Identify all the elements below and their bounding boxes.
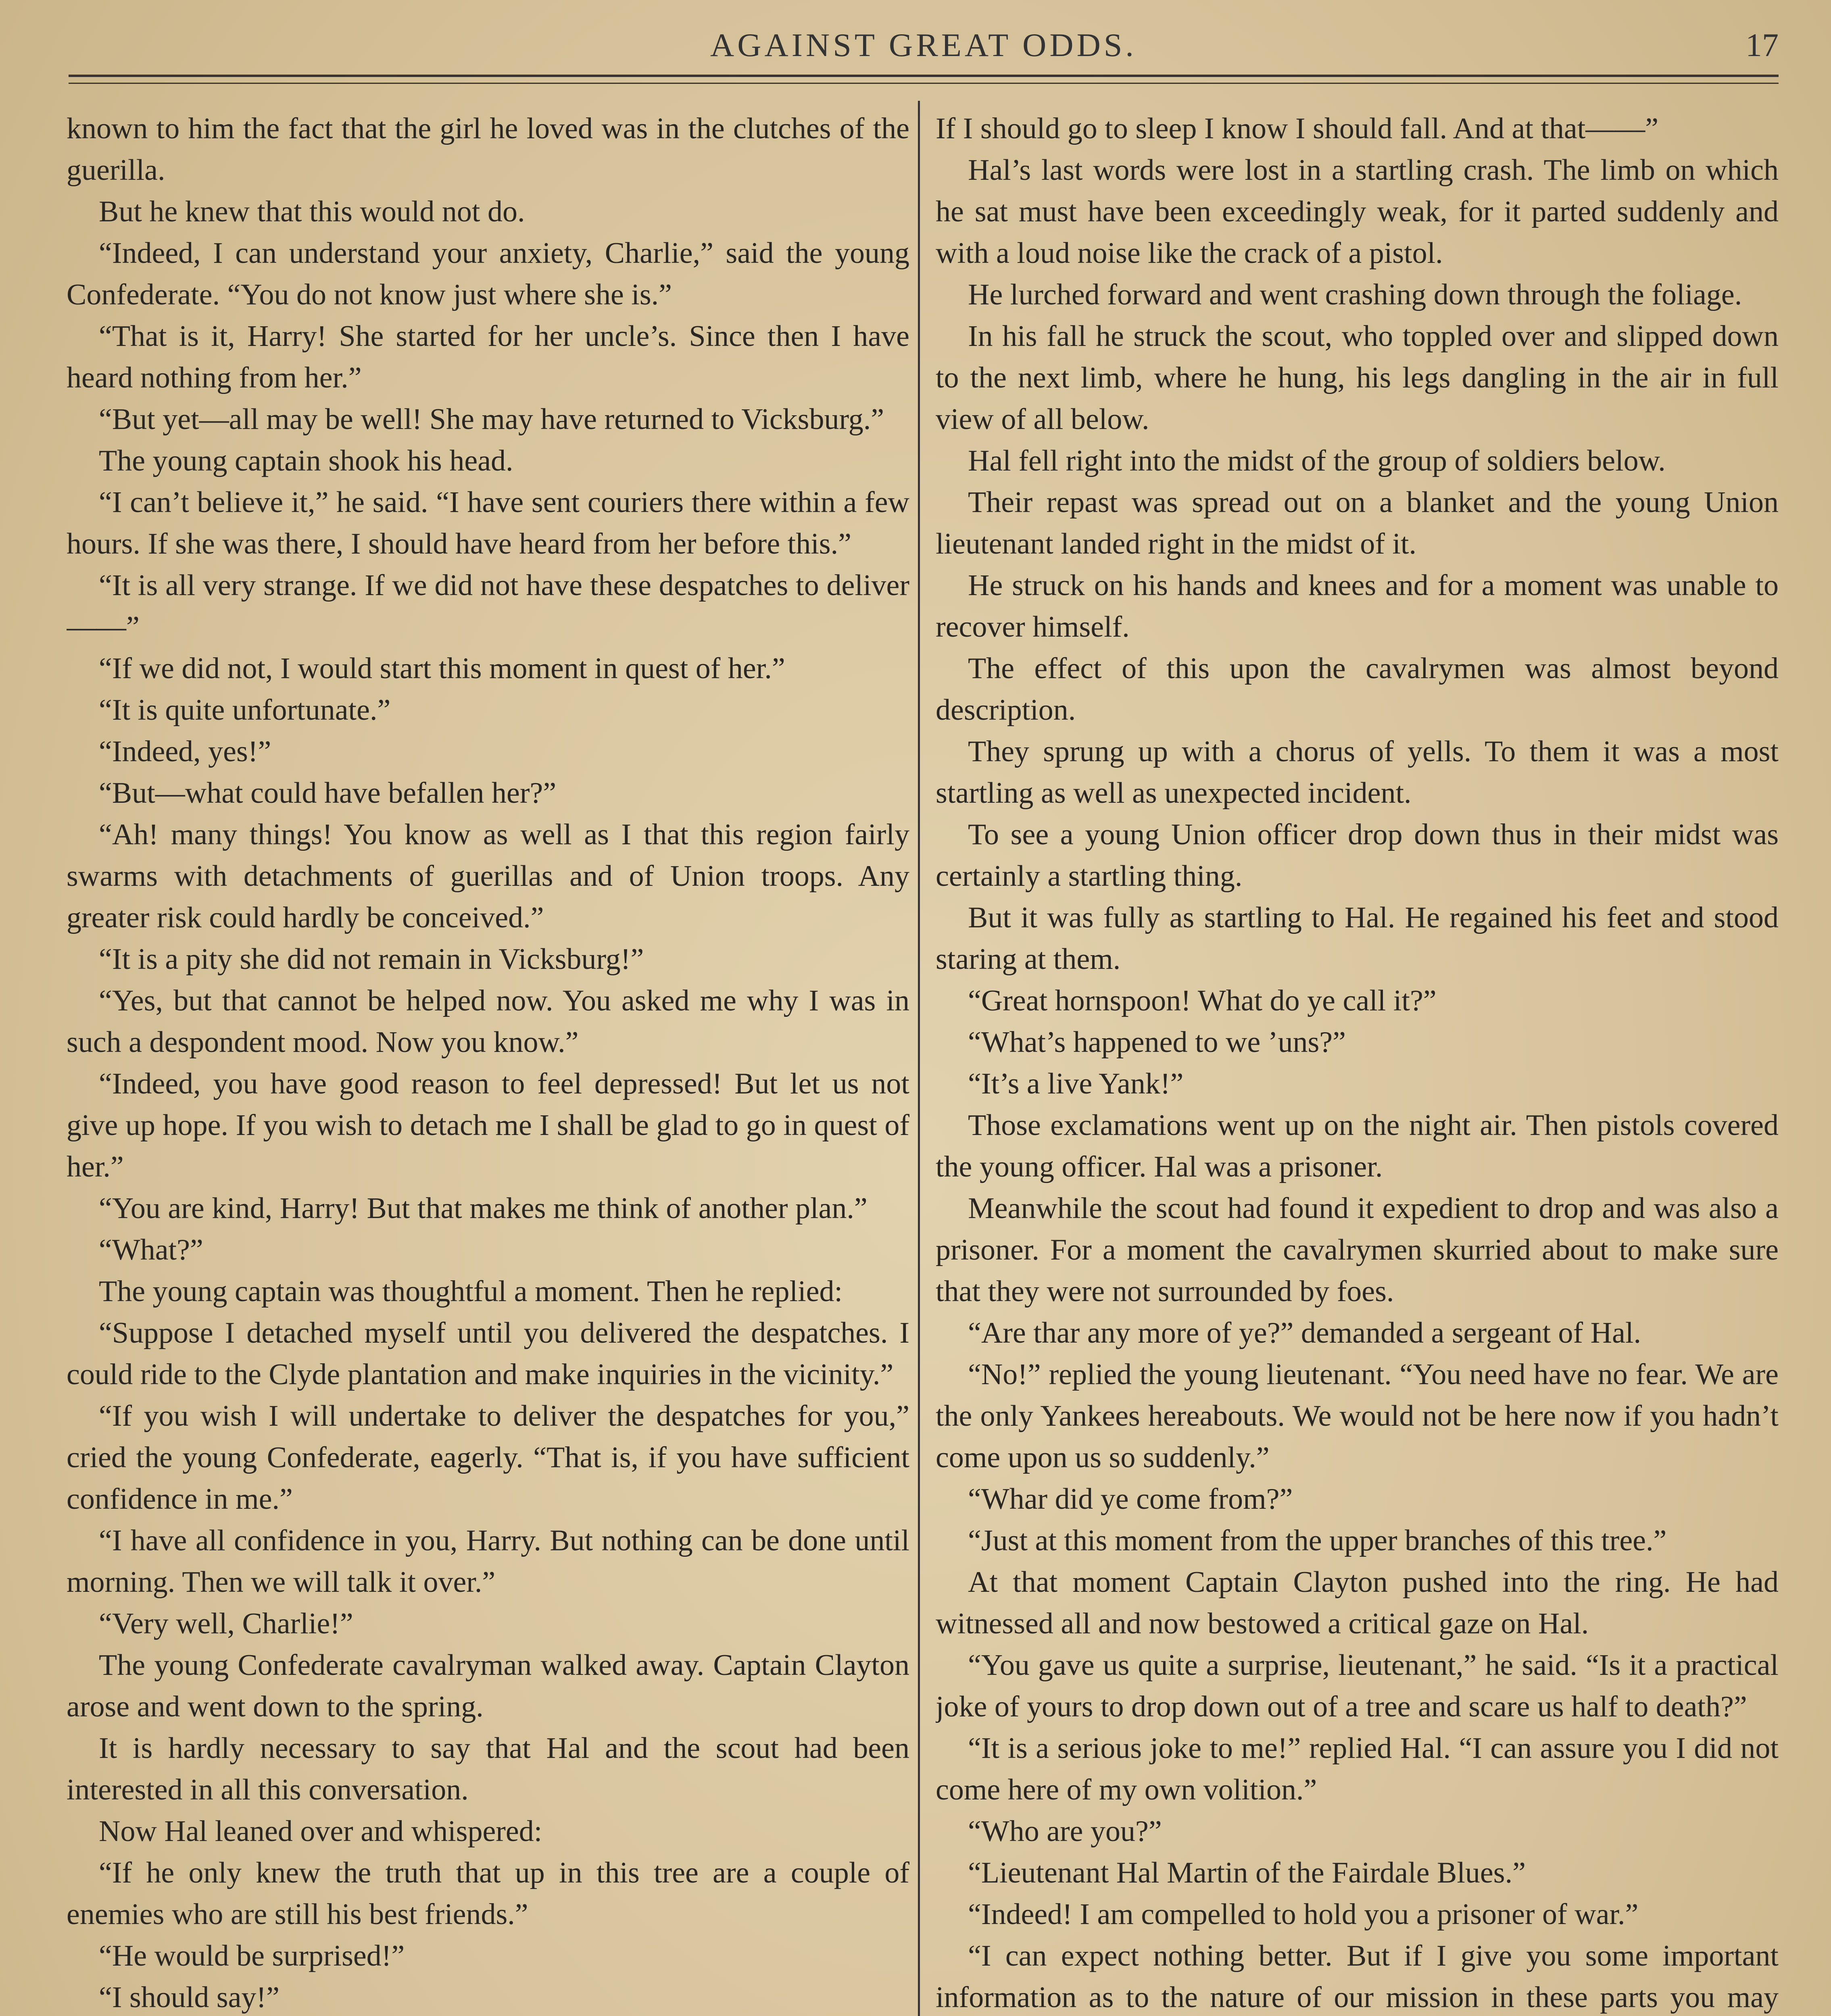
paragraph: “If he only knew the truth that up in this tree are a couple of enemies who are still his best friends.” — [67, 1856, 909, 1931]
paragraph: Those exclamations went up on the night air. Then pistols covered the young officer. Hal was a prisoner. — [936, 1109, 1779, 1183]
paragraph: “Indeed, I can understand your anxiety, Charlie,” said the young Confederate. “You do not know just where she is.” — [67, 237, 909, 311]
paragraph: “Great hornspoon! What do ye call it?” — [968, 984, 1437, 1017]
paragraph: “But—what could have befallen her?” — [99, 777, 557, 810]
paragraph: Meanwhile the scout had found it expedient to drop and was also a prisoner. For a moment the cavalrymen skurried about to make sure that they were not surrounded by foes. — [936, 1192, 1779, 1308]
paragraph: “I can expect nothing better. But if I give you some important information as to the nature of our mission in these parts you may — [936, 1939, 1779, 2014]
paragraph: “Just at this moment from the upper branches of this tree.” — [968, 1524, 1667, 1557]
paragraph: Their repast was spread out on a blanket and the young Union lieutenant landed right in the midst of it. — [936, 486, 1779, 560]
paragraph: “Whar did ye come from?” — [968, 1483, 1293, 1516]
paragraph: Now Hal leaned over and whispered: — [99, 1815, 542, 1848]
paragraph: “You are kind, Harry! But that makes me think of another plan.” — [99, 1192, 868, 1225]
column-divider — [918, 101, 920, 2016]
paragraph: But it was fully as startling to Hal. He regained his feet and stood staring at them. — [936, 901, 1779, 976]
paragraph: “It’s a live Yank!” — [968, 1067, 1184, 1100]
paragraph: “It is all very strange. If we did not have these despatches to deliver——” — [67, 569, 909, 644]
paragraph: “It is a serious joke to me!” replied Hal. “I can assure you I did not come here of my own volition.” — [936, 1732, 1779, 1806]
page-number: 17 — [1745, 27, 1779, 63]
paragraph: “Indeed, you have good reason to feel depressed! But let us not give up hope. If you wish to detach me I shall be glad to go in quest of her.” — [67, 1067, 909, 1183]
paragraph: “I have all confidence in you, Harry. But nothing can be done until morning. Then we will talk it over.” — [67, 1524, 909, 1599]
paragraph: He lurched forward and went crashing down through the foliage. — [968, 278, 1742, 311]
header-rule-thick — [69, 75, 1779, 77]
paragraph: “You gave us quite a surprise, lieutenant,” he said. “Is it a practical joke of yours to drop down out of a tree and scare us half to death?” — [936, 1649, 1779, 1723]
paragraph: “I can’t believe it,” he said. “I have sent couriers there within a few hours. If she was there, I should have heard from her before this.” — [67, 486, 909, 560]
paragraph: “Are thar any more of ye?” demanded a sergeant of Hal. — [968, 1316, 1641, 1350]
paragraph: At that moment Captain Clayton pushed into the ring. He had witnessed all and now bestowed a critical gaze on Hal. — [936, 1566, 1779, 1640]
paragraph: To see a young Union officer drop down thus in their midst was certainly a startling thing. — [936, 818, 1779, 893]
paragraph: “It is quite unfortunate.” — [99, 694, 391, 727]
paragraph: Hal’s last words were lost in a startling crash. The limb on which he sat must have been exceedingly weak, for it parted suddenly and with a loud noise like the crack of a pistol. — [936, 154, 1779, 270]
paragraph: known to him the fact that the girl he loved was in the clutches of the guerilla. — [67, 112, 909, 187]
paragraph: “He would be surprised!” — [99, 1939, 405, 1972]
paragraph: Hal fell right into the midst of the group of soldiers below. — [968, 444, 1666, 477]
paragraph: “Indeed, yes!” — [99, 735, 271, 768]
paragraph: They sprung up with a chorus of yells. To them it was a most startling as well as unexpected incident. — [936, 735, 1779, 810]
paragraph: “Very well, Charlie!” — [99, 1607, 353, 1640]
paragraph: But he knew that this would not do. — [99, 195, 525, 228]
paragraph: “That is it, Harry! She started for her uncle’s. Since then I have heard nothing from her.” — [67, 320, 909, 394]
paragraph: “It is a pity she did not remain in Vicksburg!” — [99, 943, 644, 976]
paragraph: The young captain shook his head. — [99, 444, 513, 477]
paragraph: “Suppose I detached myself until you delivered the despatches. I could ride to the Clyde plantation and make inquiries in the vicinity.” — [67, 1316, 909, 1391]
paragraph: “If we did not, I would start this moment in quest of her.” — [99, 652, 785, 685]
paragraph: The young Confederate cavalryman walked away. Captain Clayton arose and went down to the spring. — [67, 1649, 909, 1723]
paragraph: In his fall he struck the scout, who toppled over and slipped down to the next limb, where he hung, his legs dangling in the air in full view of all below. — [936, 320, 1779, 436]
paragraph: “No!” replied the young lieutenant. “You need have no fear. We are the only Yankees hereabouts. We would not be here now if you hadn’t come upon us so suddenly.” — [936, 1358, 1779, 1474]
paragraph: “But yet—all may be well! She may have returned to Vicksburg.” — [99, 403, 884, 436]
paragraph: “Yes, but that cannot be helped now. You asked me why I was in such a despondent mood. Now you know.” — [67, 984, 909, 1059]
left-column — [67, 108, 909, 2016]
paragraph: The young captain was thoughtful a moment. Then he replied: — [99, 1275, 843, 1308]
right-column — [936, 108, 1779, 2016]
paragraph: “Who are you?” — [968, 1815, 1162, 1848]
paragraph: If I should go to sleep I know I should fall. And at that——” — [936, 112, 1659, 145]
paragraph: It is hardly necessary to say that Hal and the scout had been interested in all this conversation. — [67, 1732, 909, 1806]
paragraph: The effect of this upon the cavalrymen was almost beyond description. — [936, 652, 1779, 727]
running-title: AGAINST GREAT ODDS. — [710, 27, 1137, 63]
paragraph: “If you wish I will undertake to deliver the despatches for you,” cried the young Confederate, eagerly. “That is, if you have sufficient confidence in me.” — [67, 1400, 909, 1516]
paragraph: “Ah! many things! You know as well as I that this region fairly swarms with detachments of guerillas and of Union troops. Any greater risk could hardly be conceived.” — [67, 818, 909, 934]
paragraph: “I should say!” — [99, 1981, 279, 2014]
page-header — [69, 22, 1779, 67]
paragraph: “What?” — [99, 1233, 203, 1266]
paragraph: “Lieutenant Hal Martin of the Fairdale Blues.” — [968, 1856, 1526, 1889]
header-rule-thin — [69, 83, 1779, 84]
paragraph: “What’s happened to we ’uns?” — [968, 1026, 1346, 1059]
paragraph: “Indeed! I am compelled to hold you a prisoner of war.” — [968, 1898, 1639, 1931]
paragraph: He struck on his hands and knees and for a moment was unable to recover himself. — [936, 569, 1779, 644]
